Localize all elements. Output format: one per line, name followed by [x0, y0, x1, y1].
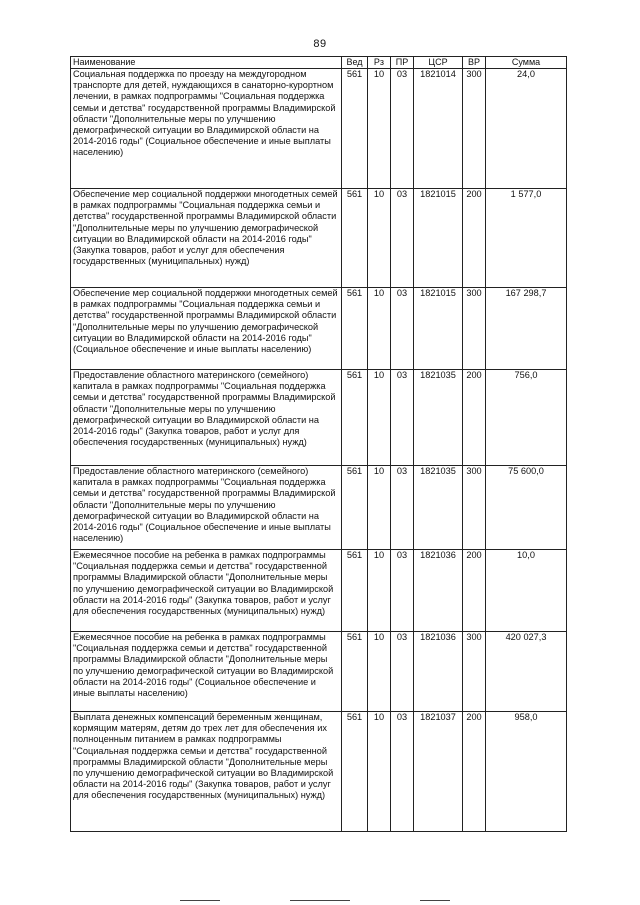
row-rz: 10: [368, 632, 391, 712]
row-vr: 300: [463, 632, 486, 712]
table-row: [71, 370, 567, 466]
row-pr: 03: [391, 69, 414, 189]
row-vr: 300: [463, 288, 486, 370]
row-ved: 561: [342, 189, 368, 288]
row-sum: 1 577,0: [486, 189, 567, 288]
table-row: [71, 69, 567, 189]
row-pr: 03: [391, 370, 414, 466]
row-name: Обеспечение мер социальной поддержки многодетных семей в рамках подпрограммы "Социальная поддержка семьи и детства" государственной программы Владимирской области "Дополнительные меры по улучшению демографической ситуации во Владимирской области на 2014-2016 годы" (Закупка товаров, работ и услуг для обеспечения государственных (муниципальных) нужд): [71, 189, 342, 288]
header-name: Наименование: [71, 57, 342, 69]
row-rz: 10: [368, 712, 391, 832]
row-name: Ежемесячное пособие на ребенка в рамках подпрограммы "Социальная поддержка семьи и детства" государственной программы Владимирской области "Дополнительные меры по улучшению демографической ситуации во Владимирской области на 2014-2016 годы" (Закупка товаров, работ и услуг для обеспечения государственных (муниципальных) нужд): [71, 550, 342, 632]
row-csr: 1821015: [414, 288, 463, 370]
row-vr: 200: [463, 370, 486, 466]
row-vr: 300: [463, 69, 486, 189]
row-name: Предоставление областного материнского (семейного) капитала в рамках подпрограммы "Социальная поддержка семьи и детства" государственной программы Владимирской области "Дополнительные меры по улучшению демографической ситуации во Владимирской области на 2014-2016 годы" (Социальное обеспечение и иные выплаты населению): [71, 466, 342, 550]
row-ved: 561: [342, 370, 368, 466]
row-csr: 1821015: [414, 189, 463, 288]
header-vr: ВР: [463, 57, 486, 69]
row-csr: 1821037: [414, 712, 463, 832]
page-number: 89: [313, 38, 327, 50]
table-row: [71, 189, 567, 288]
header-ved: Вед: [342, 57, 368, 69]
row-rz: 10: [368, 189, 391, 288]
row-sum: 958,0: [486, 712, 567, 832]
row-sum: 75 600,0: [486, 466, 567, 550]
row-ved: 561: [342, 632, 368, 712]
table-row: [71, 712, 567, 832]
row-csr: 1821036: [414, 550, 463, 632]
header-pr: ПР: [391, 57, 414, 69]
row-pr: 03: [391, 189, 414, 288]
header-sum: Сумма: [486, 57, 567, 69]
row-sum: 10,0: [486, 550, 567, 632]
table-row: [71, 550, 567, 632]
row-name: Ежемесячное пособие на ребенка в рамках подпрограммы "Социальная поддержка семьи и детства" государственной программы Владимирской области "Дополнительные меры по улучшению демографической ситуации во Владимирской области на 2014-2016 годы" (Социальное обеспечение и иные выплаты населению): [71, 632, 342, 712]
scan-edge-marks: [0, 900, 640, 902]
row-ved: 561: [342, 466, 368, 550]
row-ved: 561: [342, 288, 368, 370]
row-name: Социальная поддержка по проезду на междугородном транспорте для детей, нуждающихся в санаторно-курортном лечении, в рамках подпрограммы "Социальная поддержка семьи и детства" государственной программы Владимирской области "Дополнительные меры по улучшению демографической ситуации во Владимирской области на 2014-2016 годы" (Социальное обеспечение и иные выплаты населению): [71, 69, 342, 189]
row-name: Выплата денежных компенсаций беременным женщинам, кормящим матерям, детям до трех лет для обеспечения их полноценным питанием в рамках подпрограммы "Социальная поддержка семьи и детства" государственной программы Владимирской области "Дополнительные меры по улучшению демографической ситуации во Владимирской области на 2014-2016 годы" (Закупка товаров, работ и услуг для обеспечения государственных (муниципальных) нужд): [71, 712, 342, 832]
row-csr: 1821035: [414, 466, 463, 550]
budget-table: [70, 56, 567, 832]
row-sum: 167 298,7: [486, 288, 567, 370]
table-row: [71, 632, 567, 712]
row-vr: 200: [463, 550, 486, 632]
row-csr: 1821014: [414, 69, 463, 189]
row-csr: 1821035: [414, 370, 463, 466]
row-ved: 561: [342, 69, 368, 189]
row-rz: 10: [368, 466, 391, 550]
row-vr: 200: [463, 712, 486, 832]
table-row: [71, 466, 567, 550]
row-sum: 420 027,3: [486, 632, 567, 712]
row-ved: 561: [342, 550, 368, 632]
table-row: [71, 288, 567, 370]
row-sum: 756,0: [486, 370, 567, 466]
row-pr: 03: [391, 288, 414, 370]
row-pr: 03: [391, 550, 414, 632]
row-ved: 561: [342, 712, 368, 832]
row-pr: 03: [391, 712, 414, 832]
row-rz: 10: [368, 288, 391, 370]
row-vr: 300: [463, 466, 486, 550]
row-name: Предоставление областного материнского (семейного) капитала в рамках подпрограммы "Социальная поддержка семьи и детства" государственной программы Владимирской области "Дополнительные меры по улучшению демографической ситуации во Владимирской области на 2014-2016 годы" (Закупка товаров, работ и услуг для обеспечения государственных (муниципальных) нужд): [71, 370, 342, 466]
row-rz: 10: [368, 550, 391, 632]
header-rz: Рз: [368, 57, 391, 69]
row-pr: 03: [391, 466, 414, 550]
row-vr: 200: [463, 189, 486, 288]
table-header-row: [71, 57, 567, 69]
row-sum: 24,0: [486, 69, 567, 189]
row-rz: 10: [368, 69, 391, 189]
row-rz: 10: [368, 370, 391, 466]
row-csr: 1821036: [414, 632, 463, 712]
header-csr: ЦСР: [414, 57, 463, 69]
row-name: Обеспечение мер социальной поддержки многодетных семей в рамках подпрограммы "Социальная поддержка семьи и детства" государственной программы Владимирской области "Дополнительные меры по улучшению демографической ситуации во Владимирской области на 2014-2016 годы" (Социальное обеспечение и иные выплаты населению): [71, 288, 342, 370]
row-pr: 03: [391, 632, 414, 712]
